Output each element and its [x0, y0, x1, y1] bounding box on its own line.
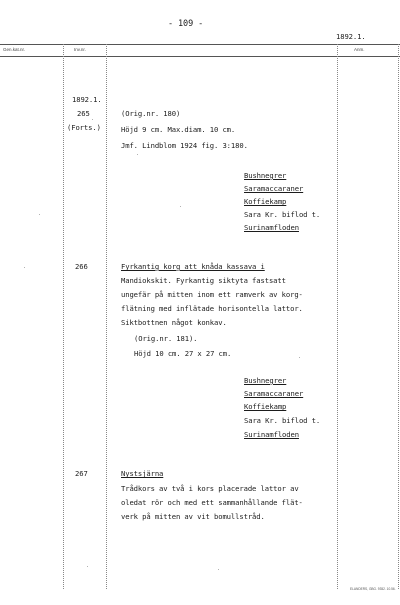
- entry-title: Nystsjärna: [121, 469, 164, 478]
- entry-text-line: Jmf. Lindblom 1924 fig. 3:180.: [121, 141, 248, 150]
- entry-text-line: flätning med inflätade horisontella lattor.: [121, 304, 303, 313]
- tribe-line: Koffiekamp: [244, 197, 287, 206]
- column-separator: [337, 44, 338, 589]
- page-number: - 109 -: [168, 19, 204, 29]
- year-top-right: 1892.1.: [336, 32, 366, 41]
- tribe-line: Saramaccaraner: [244, 389, 304, 398]
- tribe-line: Surinamfloden: [244, 223, 299, 232]
- scan-speck: [39, 214, 40, 215]
- column-separator: [398, 44, 399, 589]
- scan-speck: [299, 357, 300, 358]
- tribe-line: Sara Kr. biflod t.: [244, 210, 321, 219]
- scan-speck: [218, 569, 219, 570]
- scan-speck: [24, 267, 25, 268]
- column-header-anm: Anm.: [354, 47, 365, 52]
- entry-text-line: oledat rör och med ett sammanhållande flät-: [121, 498, 303, 507]
- entry-title: Fyrkantig korg att knåda kassava i: [121, 262, 265, 271]
- header-top-rule: [0, 44, 400, 45]
- entry-text-line: Höjd 10 cm. 27 x 27 cm.: [134, 349, 232, 358]
- entry-text-line: Mandiokskit. Fyrkantig siktyta fastsatt: [121, 276, 286, 285]
- entry-text-line: Siktbottnen något konkav.: [121, 318, 227, 327]
- column-header-inv-nr: Inv.nr.: [74, 47, 86, 52]
- tribe-line: Surinamfloden: [244, 430, 299, 439]
- column-header-gen-kat: Gen.kat.nr.: [3, 47, 26, 52]
- scan-speck: [137, 154, 138, 155]
- entry-text-line: Trådkors av två i kors placerade lattor av: [121, 484, 299, 493]
- column-separator: [63, 44, 64, 589]
- entry-continued-label: (Forts.): [67, 123, 101, 132]
- printer-mark: ELANDERS, GBG. 9352. 10.56.: [350, 587, 396, 591]
- header-bottom-rule: [0, 56, 400, 57]
- entry-text-line: ungefär på mitten inom ett ramverk av korg-: [121, 290, 303, 299]
- scan-speck: [180, 206, 181, 207]
- tribe-line: Sara Kr. biflod t.: [244, 416, 321, 425]
- entry-text-line: (Orig.nr. 180): [121, 109, 181, 118]
- column-separator: [106, 44, 107, 589]
- tribe-line: Bushnegrer: [244, 376, 287, 385]
- tribe-line: Saramaccaraner: [244, 184, 304, 193]
- entry-inv-number: 265: [77, 109, 90, 118]
- tribe-line: Koffiekamp: [244, 402, 287, 411]
- entry-text-line: Höjd 9 cm. Max.diam. 10 cm.: [121, 125, 236, 134]
- entry-inv-number: 267: [75, 469, 88, 478]
- entry-text-line: verk på mitten av vit bomullstråd.: [121, 512, 265, 521]
- tribe-line: Bushnegrer: [244, 171, 287, 180]
- entry-text-line: (Orig.nr. 181).: [134, 334, 198, 343]
- scan-speck: [87, 566, 88, 567]
- entry-inv-number: 266: [75, 262, 88, 271]
- entry-left-year: 1892.1.: [72, 95, 102, 104]
- scan-speck: [92, 119, 93, 120]
